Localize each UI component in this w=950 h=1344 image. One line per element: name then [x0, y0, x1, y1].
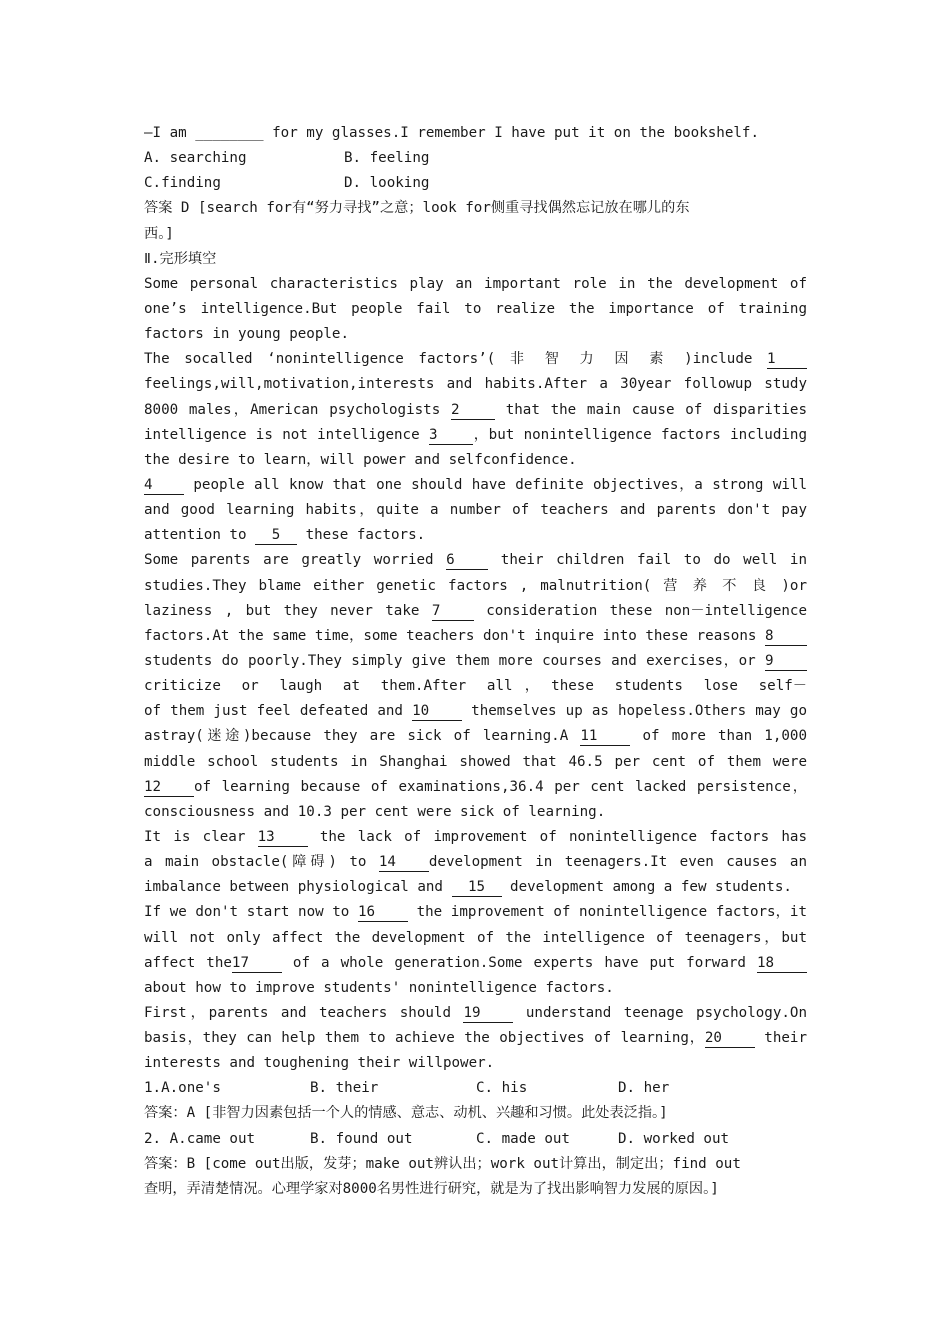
options-row — [144, 1127, 807, 1152]
option-c: C.finding — [144, 175, 221, 192]
blank-1[interactable]: 1 — [767, 350, 807, 369]
blank-2[interactable]: 2 — [451, 401, 495, 420]
passage-line: astray(迷途)because they are sick of learning.A 11 of more than 1,000 — [144, 728, 807, 745]
blank-18[interactable]: 18 — [757, 954, 807, 973]
passage-line: If we don't start now to 16 the improvement of nonintelligence factors，it — [144, 904, 807, 921]
passage-line: one’s intelligence.But people fail to realize the importance of training — [144, 300, 807, 317]
blank-14[interactable]: 14 — [379, 853, 429, 872]
passage-line: factors.At the same time，some teachers don't inquire into these reasons 8 — [144, 624, 807, 649]
answer-blank: ________ — [195, 125, 264, 141]
passage-line: affect the17 of a whole generation.Some experts have put forward 18 — [144, 951, 807, 976]
option-b: B. feeling — [344, 150, 430, 167]
passage-line: studies.They blame either genetic factors , malnutrition( 营 养 不 良 )or — [144, 577, 807, 594]
answer-explanation: 答案：B [come out出版，发芽；make out辨认出；work out计算出，制定出；find out — [144, 1155, 741, 1172]
blank-9[interactable]: 9 — [765, 652, 807, 671]
question-stem: —I am ________ for my glasses.I remember I have put it on the bookshelf. — [144, 125, 760, 141]
passage-line: It is clear 13 the lack of improvement of nonintelligence factors has — [144, 828, 807, 845]
passage-line: will not only affect the development of the intelligence of teenagers，but — [144, 929, 807, 946]
blank-16[interactable]: 16 — [358, 903, 408, 922]
option-b: B. found out — [310, 1130, 413, 1147]
passage-line: First，parents and teachers should 19 understand teenage psychology.On — [144, 1004, 807, 1021]
passage-line: factors in young people. — [144, 326, 349, 343]
option-c: C. made out — [476, 1130, 570, 1147]
answer-explanation: 查明，弄清楚情况。心理学家对8000名男性进行研究，就是为了找出影响智力发展的原因。] — [144, 1180, 719, 1197]
blank-20[interactable]: 20 — [705, 1029, 755, 1048]
passage-line: 4 people all know that one should have definite objectives，a strong will — [144, 476, 807, 493]
passage-line: the desire to learn，will power and selfconfidence. — [144, 451, 577, 468]
option-a: 1.A.one's — [144, 1080, 221, 1097]
options-row — [144, 146, 807, 171]
answer-explanation: 西。] — [144, 225, 174, 242]
passage-line: The socalled ‘nonintelligence factors’( 非 智 力 因 素 )include 1 — [144, 347, 807, 372]
option-d: D. looking — [344, 175, 430, 192]
passage-line: middle school students in Shanghai showed that 46.5 per cent of them were — [144, 753, 807, 770]
option-d: D. her — [618, 1080, 670, 1097]
passage-line: and good learning habits，quite a number of teachers and parents don't pay — [144, 502, 807, 519]
passage-line: 12 of learning because of examinations,36.4 per cent lacked persistence， — [144, 778, 807, 795]
option-a: 2. A.came out — [144, 1130, 256, 1147]
blank-13[interactable]: 13 — [258, 828, 308, 847]
options-row — [144, 1076, 807, 1101]
blank-15[interactable]: 15 — [452, 878, 502, 897]
option-a: A. searching — [144, 150, 247, 167]
blank-11[interactable]: 11 — [580, 727, 630, 746]
blank-7[interactable]: 7 — [432, 602, 474, 621]
answer-explanation: 答案 D [search for有“努力寻找”之意；look for侧重寻找偶然忘记放在哪儿的东 — [144, 200, 690, 217]
option-d: D. worked out — [618, 1130, 730, 1147]
answer-explanation: 答案：A [非智力因素包括一个人的情感、意志、动机、兴趣和习惯。此处表泛指。] — [144, 1105, 668, 1122]
blank-4[interactable]: 4 — [144, 476, 184, 495]
passage-line: Some personal characteristics play an important role in the development of — [144, 275, 807, 292]
passage-line: imbalance between physiological and 15 development among a few students. — [144, 879, 792, 896]
passage-line: laziness , but they never take 7 consideration these non－intelligence — [144, 602, 807, 619]
blank-19[interactable]: 19 — [463, 1004, 513, 1023]
passage-line: students do poorly.They simply give them more courses and exercises，or 9 — [144, 649, 807, 674]
passage-line: consciousness and 10.3 per cent were sick of learning. — [144, 803, 606, 820]
passage-line: 8000 males，American psychologists 2 that the main cause of disparities — [144, 401, 807, 418]
passage-line: attention to 5 these factors. — [144, 527, 426, 544]
passage-line: interests and toughening their willpower. — [144, 1055, 495, 1072]
section-title: Ⅱ.完形填空 — [144, 250, 217, 267]
passage-line: about how to improve students' nonintelligence factors. — [144, 979, 614, 996]
passage-line: a main obstacle(障碍) to 14 development in teenagers.It even causes an — [144, 854, 807, 871]
passage-line: Some parents are greatly worried 6 their children fail to do well in — [144, 552, 807, 569]
passage-line: feelings,will,motivation,interests and habits.After a 30year followup study — [144, 376, 807, 393]
blank-17[interactable]: 17 — [232, 954, 282, 973]
blank-10[interactable]: 10 — [412, 702, 462, 721]
options-row — [144, 171, 807, 196]
passage-line: criticize or laugh at them.After all，these students lose self－ — [144, 678, 807, 695]
blank-3[interactable]: 3 — [429, 426, 473, 445]
blank-8[interactable]: 8 — [765, 627, 807, 646]
passage-line: of them just feel defeated and 10 themselves up as hopeless.Others may go — [144, 703, 807, 720]
document-page — [144, 121, 807, 1202]
blank-6[interactable]: 6 — [446, 551, 488, 570]
blank-5[interactable]: 5 — [255, 526, 297, 545]
passage-line: basis，they can help them to achieve the objectives of learning，20 their — [144, 1030, 807, 1047]
option-c: C. his — [476, 1080, 528, 1097]
blank-12[interactable]: 12 — [144, 778, 194, 797]
passage-line: intelligence is not intelligence 3 ，but nonintelligence factors including — [144, 426, 807, 443]
option-b: B. their — [310, 1080, 379, 1097]
